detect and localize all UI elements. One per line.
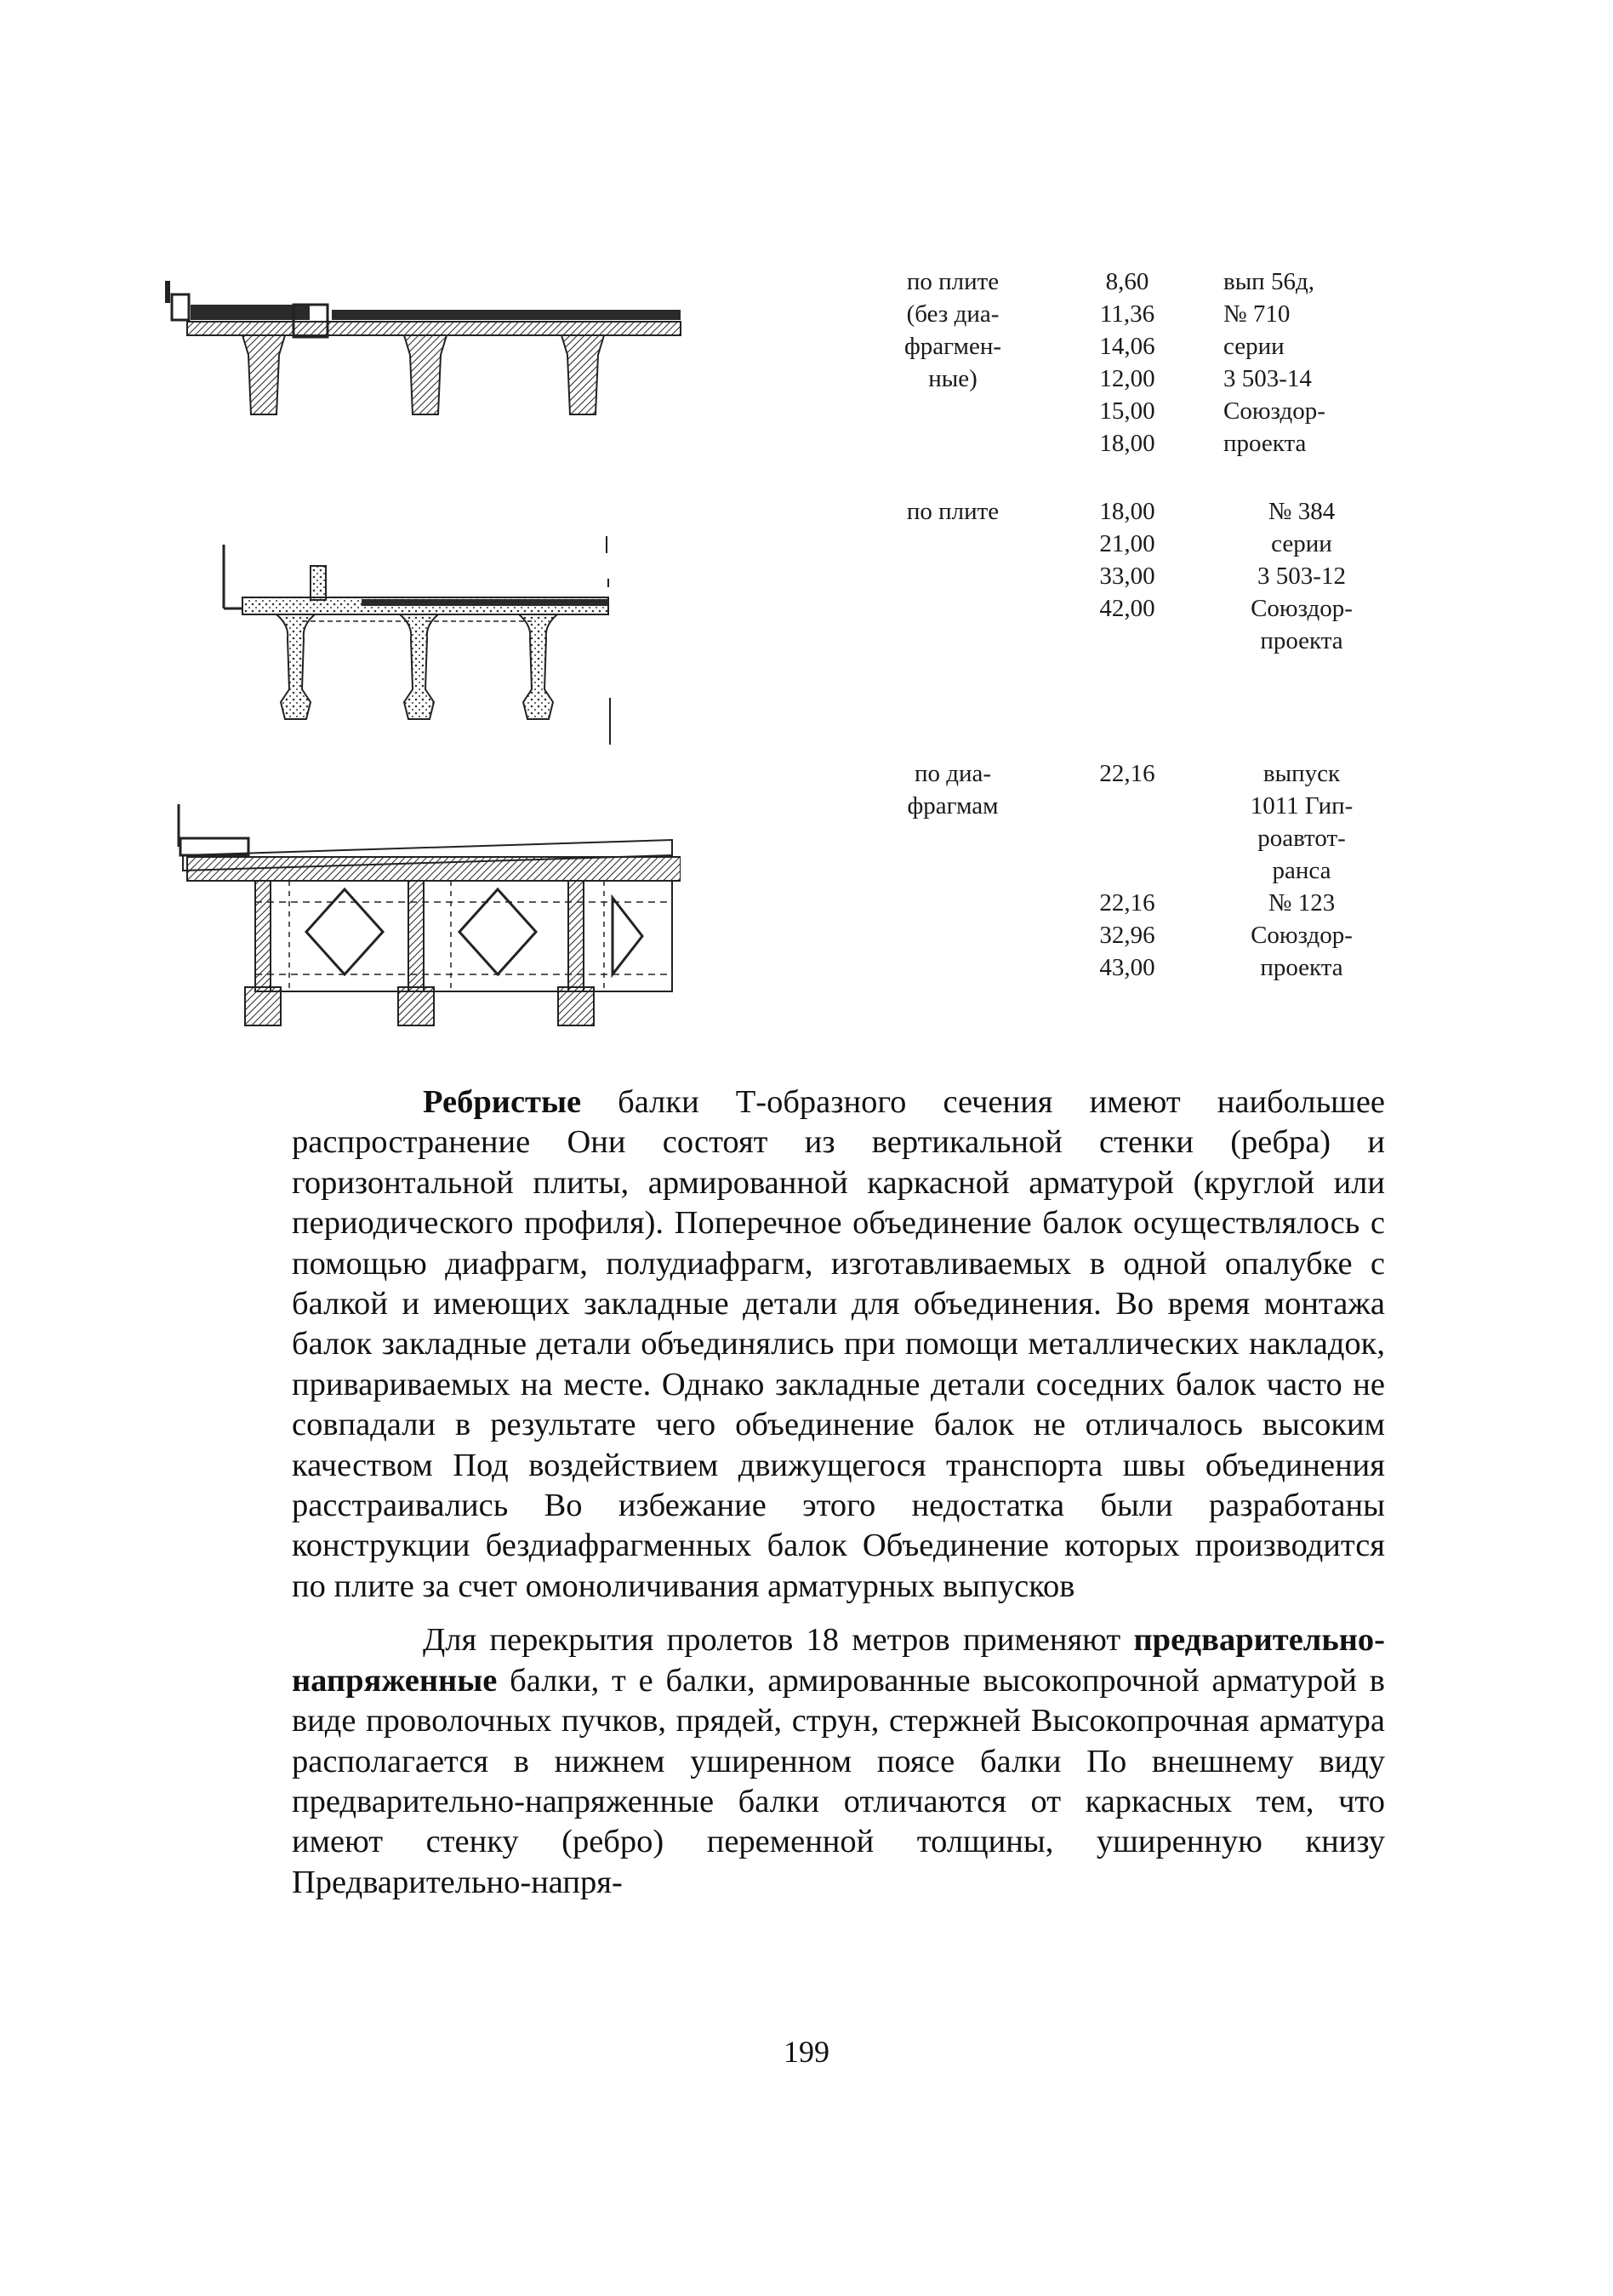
table-row-2-source: № 384 серии 3 503-12 Союздор- проекта bbox=[1251, 498, 1353, 654]
paragraph-2-start: Для перекрытия пролетов 18 метров применяют bbox=[423, 1622, 1134, 1659]
beam-section-figure-3 bbox=[170, 796, 681, 1042]
table-row-1-spans: 8,60 11,36 14,06 12,00 15,00 18,00 bbox=[1099, 268, 1155, 457]
paragraph-2-text: балки, т е балки, армированные высокопрочной арматурой в виде проволочных пучков, прядей, струн, стержней Высокопрочная арматура располагается в нижнем уширенном поясе балки По внешнему виду предварительно-напряженные балки отличаются от каркасных тем, что имеют стенку (ребро) переменной толщины, уширенную книзу Предварительно-напря- bbox=[292, 1662, 1385, 1900]
body-text bbox=[292, 1082, 1385, 1903]
table-row-1-join-type: по плите (без диа- фрагмен- ные) bbox=[903, 268, 1002, 392]
table-row-3-join-type: по диа- фрагмам bbox=[907, 760, 999, 820]
beam-section-figure-2 bbox=[217, 528, 625, 749]
table-row-3-source: выпуск 1011 Гип- роавтот- ранса № 123 Союздор- проекта bbox=[1250, 760, 1354, 981]
table-row-3-spans: 22,16 22,16 32,96 43,00 bbox=[1099, 760, 1155, 981]
paragraph-1-text: балки Т-образного сечения имеют наибольшее распространение Они состоят из вертикальной стенки (ребра) и горизонтальной плиты, армированной каркасной арматурой (круглой или периодического профиля). Поперечное объединение балок осуществлялось с помощью диафрагм, полудиафрагм, изготавливаемых в одной опалубке с балкой и имеющих закладные детали для объединения. Во время монтажа балок закладные детали объединялись при помощи металлических накладок, привариваемых на месте. Однако закладные детали соседних балок часто не совпадали в результате чего объединение балок не отличалось высоким качеством Под воздействием движущегося транспорта швы объединения расстраивались Во избежание этого недостатка были разработаны конструкции бездиафрагменных балок Объединение которых производится по плите за счет омоноличивания арматурных выпусков bbox=[292, 1084, 1385, 1604]
table-row-2-spans: 18,00 21,00 33,00 42,00 bbox=[1099, 498, 1155, 622]
term-prestressed: предварительно-напряженные bbox=[292, 1622, 1385, 1699]
page-number: 199 bbox=[784, 2035, 829, 2069]
term-ribbed: Ребристые bbox=[423, 1084, 582, 1120]
beam-section-figure-1 bbox=[162, 274, 689, 427]
paragraph-1 bbox=[292, 1082, 1385, 1607]
table-row-1-source: вып 56д, № 710 серии 3 503-14 Союздор- проекта bbox=[1223, 268, 1325, 457]
table-row-2-join-type: по плите bbox=[906, 498, 1000, 525]
paragraph-2 bbox=[292, 1620, 1385, 1903]
